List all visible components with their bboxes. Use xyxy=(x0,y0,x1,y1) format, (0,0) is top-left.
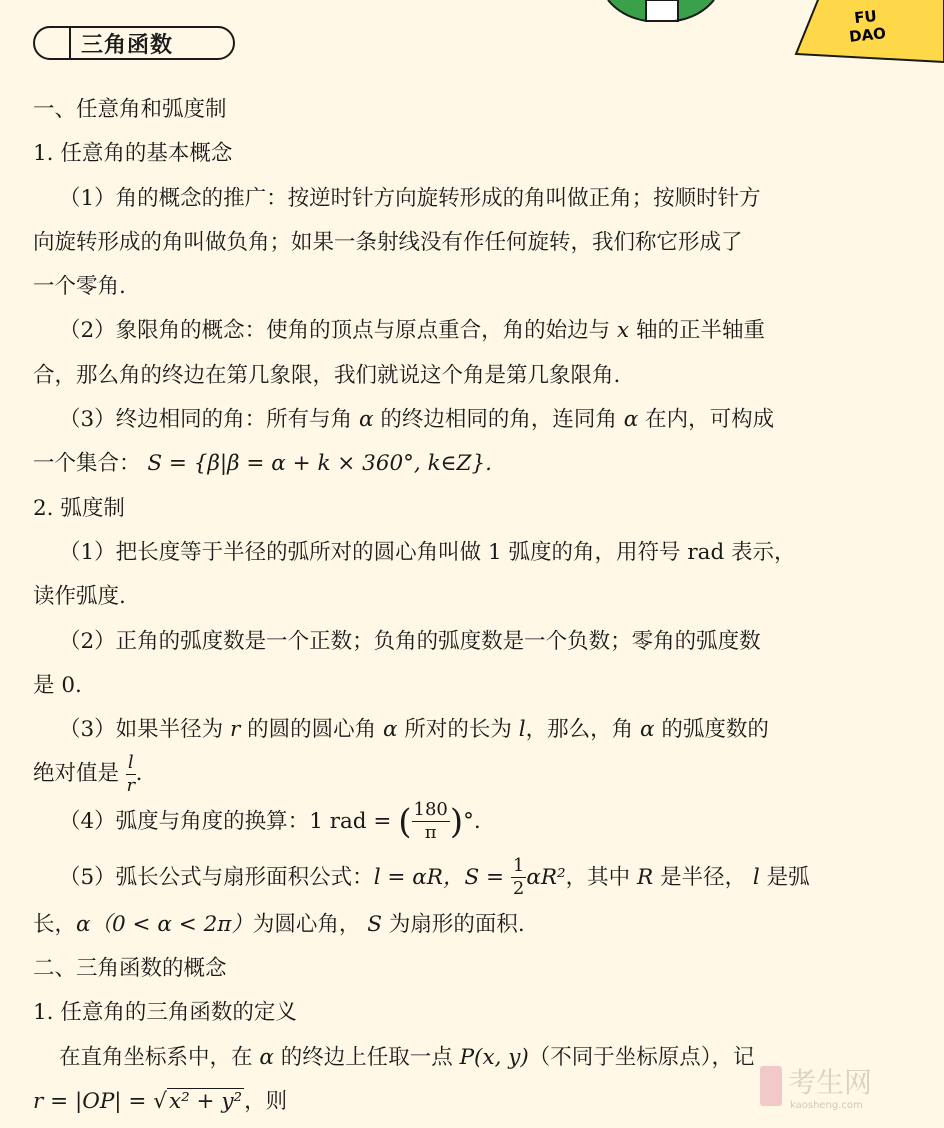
para-9-line-1: 在直角坐标系中，在 α 的终边上任取一点 P(x, y)（不同于坐标原点），记 xyxy=(59,1044,755,1070)
badge-line2: DAO xyxy=(848,24,887,46)
page-title: 三角函数 xyxy=(81,32,174,58)
document-body xyxy=(33,88,841,1124)
para-5-line-2: 是 0. xyxy=(33,672,82,698)
heading-1: 一、任意角和弧度制 xyxy=(33,97,227,122)
watermark-url: kaosheng.com xyxy=(790,1100,863,1111)
para-8-line-2: 长，α（0 < α < 2π）为圆心角， S 为扇形的面积. xyxy=(33,911,525,937)
subheading-3: 1. 任意角的三角函数的定义 xyxy=(33,1000,297,1026)
para-1-line-3: 一个零角. xyxy=(33,274,126,300)
para-3-line-1: （3）终边相同的角：所有与角 α 的终边相同的角，连同角 α 在内，可构成 xyxy=(59,407,775,433)
para-8-line-1: （5）弧长公式与扇形面积公式：l = αR，S = $\frac{1}{2}$ αR²，其中 R 是半径， l 是弧 xyxy=(59,855,810,900)
decorative-shape xyxy=(606,0,716,22)
badge-line1: FU xyxy=(853,6,878,28)
subheading-2: 2. 弧度制 xyxy=(33,495,125,521)
para-2-line-1: （2）象限角的概念：使角的顶点与原点重合，角的始边与 x 轴的正半轴重 xyxy=(59,318,766,344)
para-2-line-2: 合，那么角的终边在第几象限，我们就说这个角是第几象限角. xyxy=(33,362,621,388)
section-title-pill xyxy=(33,26,235,60)
watermark-brand: 考生网 xyxy=(788,1066,873,1099)
para-4-line-1: （1）把长度等于半径的弧所对的圆心角叫做 1 弧度的角，用符号 rad 表示， xyxy=(59,539,796,565)
title-divider xyxy=(69,26,71,60)
para-6-line-1: （3）如果半径为 r 的圆的圆心角 α 所对的长为 l，那么，角 α 的弧度数的 xyxy=(59,717,769,743)
para-5-line-1: （2）正角的弧度数是一个正数；负角的弧度数是一个负数；零角的弧度数 xyxy=(59,628,761,654)
para-1-line-2: 向旋转形成的角叫做负角；如果一条射线没有作任何旋转，我们称它形成了 xyxy=(33,229,743,255)
fraction-180-over-pi: $\frac{180}{\pi}$ xyxy=(413,799,448,844)
para-3-line-2: 一个集合： S = {β|β = α + k × 360°, k∈Z}. xyxy=(33,451,492,477)
fraction-l-over-r: $\frac{l}{r}$ xyxy=(126,751,136,796)
para-4-line-2: 读作弧度. xyxy=(33,584,126,610)
fudao-badge xyxy=(792,0,944,66)
watermark-logo xyxy=(760,1060,920,1116)
para-7: （4）弧度与角度的换算：1 rad = ( $\frac{180}{\pi}$ )°. xyxy=(59,799,481,844)
subheading-1: 1. 任意角的基本概念 xyxy=(33,141,233,167)
para-1-line-1: （1）角的概念的推广：按逆时针方向旋转形成的角叫做正角；按顺时针方 xyxy=(59,185,761,211)
fraction-one-half: $\frac{1}{2}$ xyxy=(512,855,525,900)
para-6-line-2: 绝对值是 $\frac{l}{r}$ . xyxy=(33,751,143,796)
para-9-line-2: r = |OP| = √x² + y²，则 xyxy=(33,1088,288,1114)
heading-2: 二、三角函数的概念 xyxy=(33,956,227,982)
